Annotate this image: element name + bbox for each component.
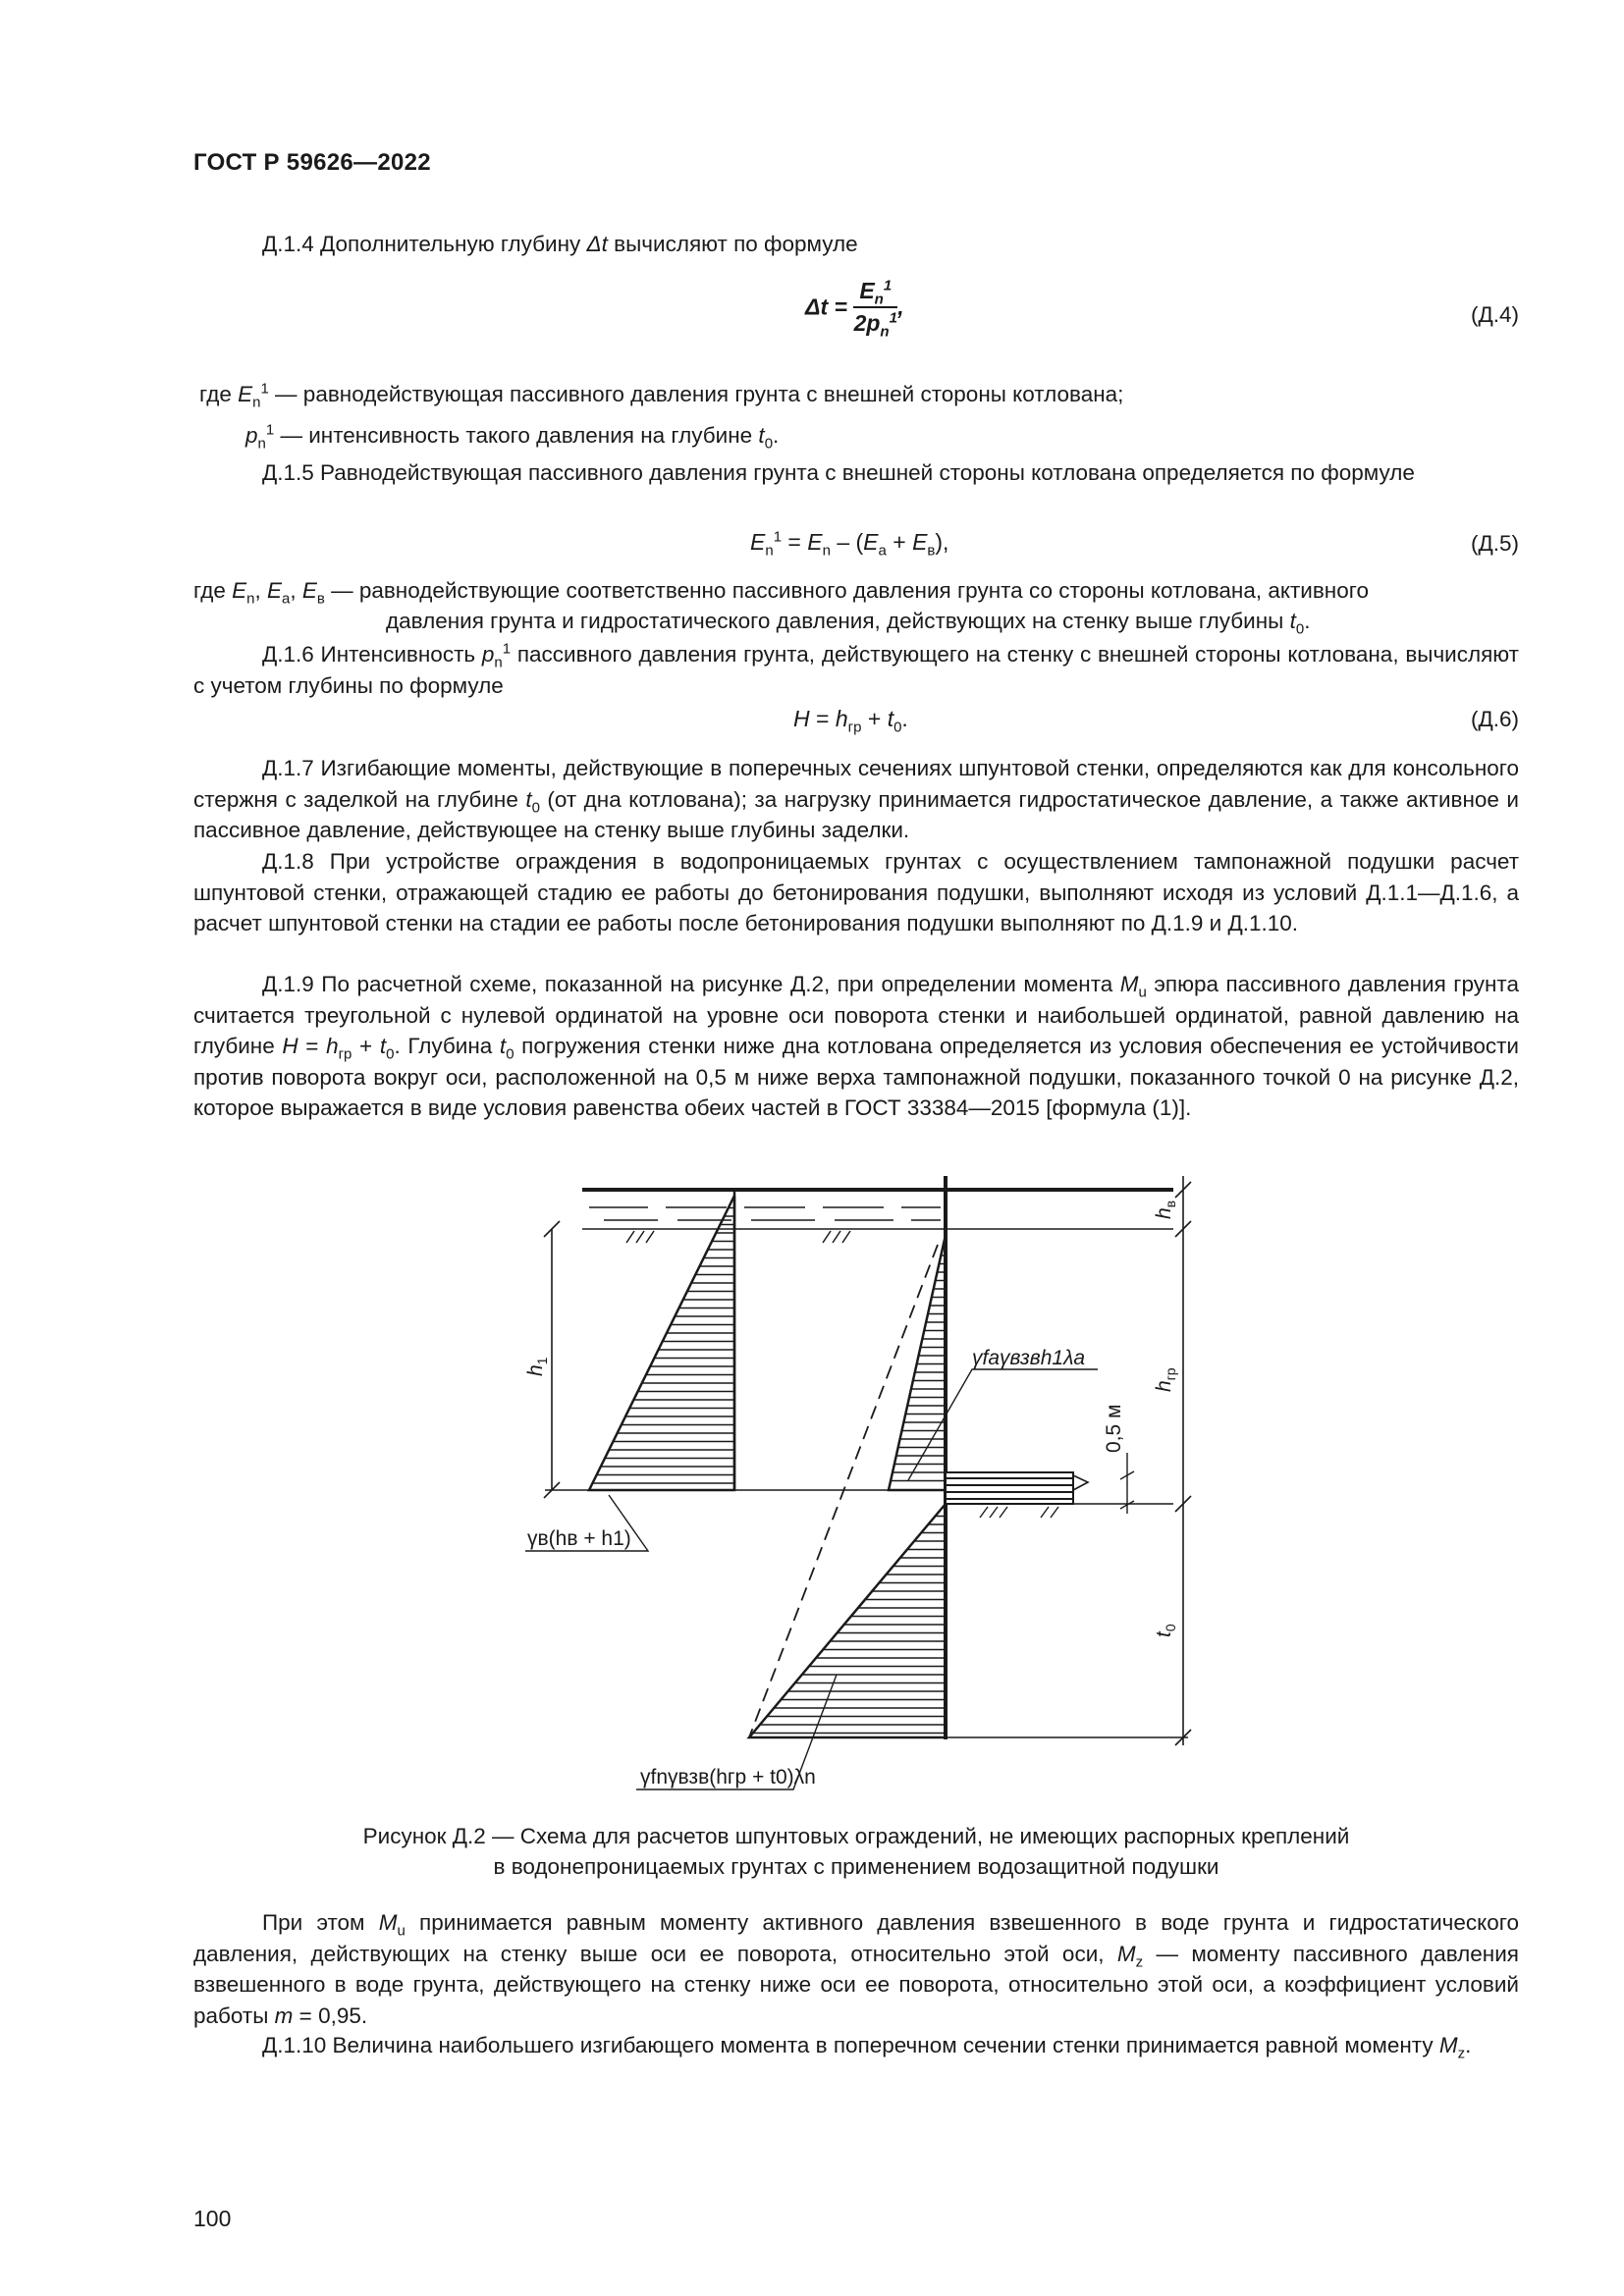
- caption-line-2: в водонепроницаемых грунтах с применением водозащитной подушки: [493, 1854, 1219, 1879]
- paragraph-d15: Д.1.5 Равнодействующая пассивного давления грунта с внешней стороны котлована определяется по формуле: [262, 460, 1415, 485]
- passive-pressure-diagram: [749, 1504, 946, 1737]
- label-hv: $h_в$: [1153, 1200, 1178, 1219]
- paragraph-d19: Д.1.9 По расчетной схеме, показанной на рисунке Д.2, при определении момента $M_u$ эпюра пассивного давления грунта считается треугольной с нулевой ординатой на уровне оси поворота стенки и наибольшей ординатой, равной давлению на глубине $H = h_{гр} + t_0$. Глубина $t_0$ погружения стенки ниже дна котлована определяется из условия обеспечения ее устойчивости против поворота вокруг оси, расположенной на 0,5 м ниже верха тампонажной подушки, показанного точкой 0 на рисунке Д.2, которое выражается в виде условия равенства обеих частей в ГОСТ 33384—2015 [формула (1)].: [193, 972, 1519, 1120]
- formula-d6-number: (Д.6): [1471, 707, 1519, 731]
- where-p-n1: $p_n^1$ — интенсивность такого давления на глубине $t_0$.: [245, 421, 780, 453]
- where-e-list-line2: давления грунта и гидростатического давления, действующих на стенку выше глубины $t_0$.: [386, 609, 1311, 638]
- page-number: 100: [193, 2206, 232, 2231]
- active-pressure-diagram: [889, 1235, 946, 1490]
- label-water-pressure: γв(hв + h1): [527, 1527, 631, 1550]
- cushion-top-marker: [1073, 1475, 1088, 1490]
- cushion-ground-hatch: [980, 1507, 1058, 1518]
- label-passive-pressure: γfnγвзв(hгр + t0)λn: [640, 1766, 816, 1789]
- label-active-pressure: γfaγвзвh1λa: [972, 1347, 1086, 1369]
- document-header: ГОСТ Р 59626—2022: [193, 149, 431, 176]
- paragraph-d14: Д.1.4 Дополнительную глубину Δt вычисляют по формуле: [262, 232, 858, 256]
- formula-d6: $H = h_{гр} + t_0$.: [793, 706, 908, 736]
- label-half-meter: 0,5 м: [1103, 1404, 1125, 1453]
- formula-d5-number: (Д.5): [1471, 531, 1519, 556]
- paragraph-after-figure: При этом $M_u$ принимается равным моменту активного давления взвешенного в воде грунта и гидростатического давления, действующих на стенку выше оси ее поворота, относительно этой оси, $M_z$ — моменту пассивного давления взвешенного в воде грунта, действующего на стенку ниже оси ее поворота, относительно этой оси, а коэффициент условий работы m = 0,95.: [193, 1910, 1519, 2028]
- label-h1: $h_1$: [524, 1357, 550, 1376]
- paragraph-d16: Д.1.6 Интенсивность $p_n^1$ пассивного давления грунта, действующего на стенку с внешней стороны котлована, вычисляют с учетом глубины по формуле: [193, 640, 1519, 698]
- caption-line-1: Рисунок Д.2 — Схема для расчетов шпунтовых ограждений, не имеющих распорных креплений: [362, 1824, 1350, 1848]
- formula-d4-fraction: $\frac{E_n^1}{2p_n^1}$: [853, 277, 897, 341]
- paragraph-d18: Д.1.8 При устройстве ограждения в водопроницаемых грунтах с осуществлением тампонажной подушки расчет шпунтовой стенки, отражающей стадию ее работы до бетонирования подушки, выполняют исходя из условий Д.1.1—Д.1.6, а расчет шпунтовой стенки на стадии ее работы после бетонирования подушки выполняют по Д.1.9 и Д.1.10.: [193, 849, 1519, 935]
- label-hgr: $h_{гр}$: [1153, 1367, 1178, 1392]
- where-e-list-line1: где $E_n$, $E_a$, $E_в$ — равнодействующие соответственно пассивного давления грунта со стороны котлована, активного: [193, 578, 1369, 608]
- ground-hatch: [626, 1231, 850, 1243]
- water-hatch: [589, 1207, 941, 1220]
- formula-d5: $E_n^1 = E_n - (E_a + E_в)$,: [750, 528, 949, 560]
- formula-d4: Δt = $\frac{E_n^1}{2p_n^1}$ ,: [805, 277, 904, 341]
- where-e-n1: где $E_n^1$ — равнодействующая пассивного давления грунта с внешней стороны котлована;: [199, 380, 1124, 411]
- paragraph-d110: Д.1.10 Величина наибольшего изгибающего момента в поперечном сечении стенки принимается равной моменту $M_z$.: [262, 2033, 1472, 2062]
- figure-caption: [193, 1821, 1519, 1882]
- paragraph-d17: Д.1.7 Изгибающие моменты, действующие в поперечных сечениях шпунтовой стенки, определяются как для консольного стержня с заделкой на глубине $t_0$ (от дна котлована); за нагрузку принимается гидростатическое давление, а также активное и пассивное давление, действующее на стенку выше глубины заделки.: [193, 756, 1519, 842]
- hydrostatic-pressure-diagram: [589, 1196, 734, 1490]
- label-t0: $t_0$: [1153, 1624, 1178, 1637]
- formula-d4-number: (Д.4): [1471, 302, 1519, 327]
